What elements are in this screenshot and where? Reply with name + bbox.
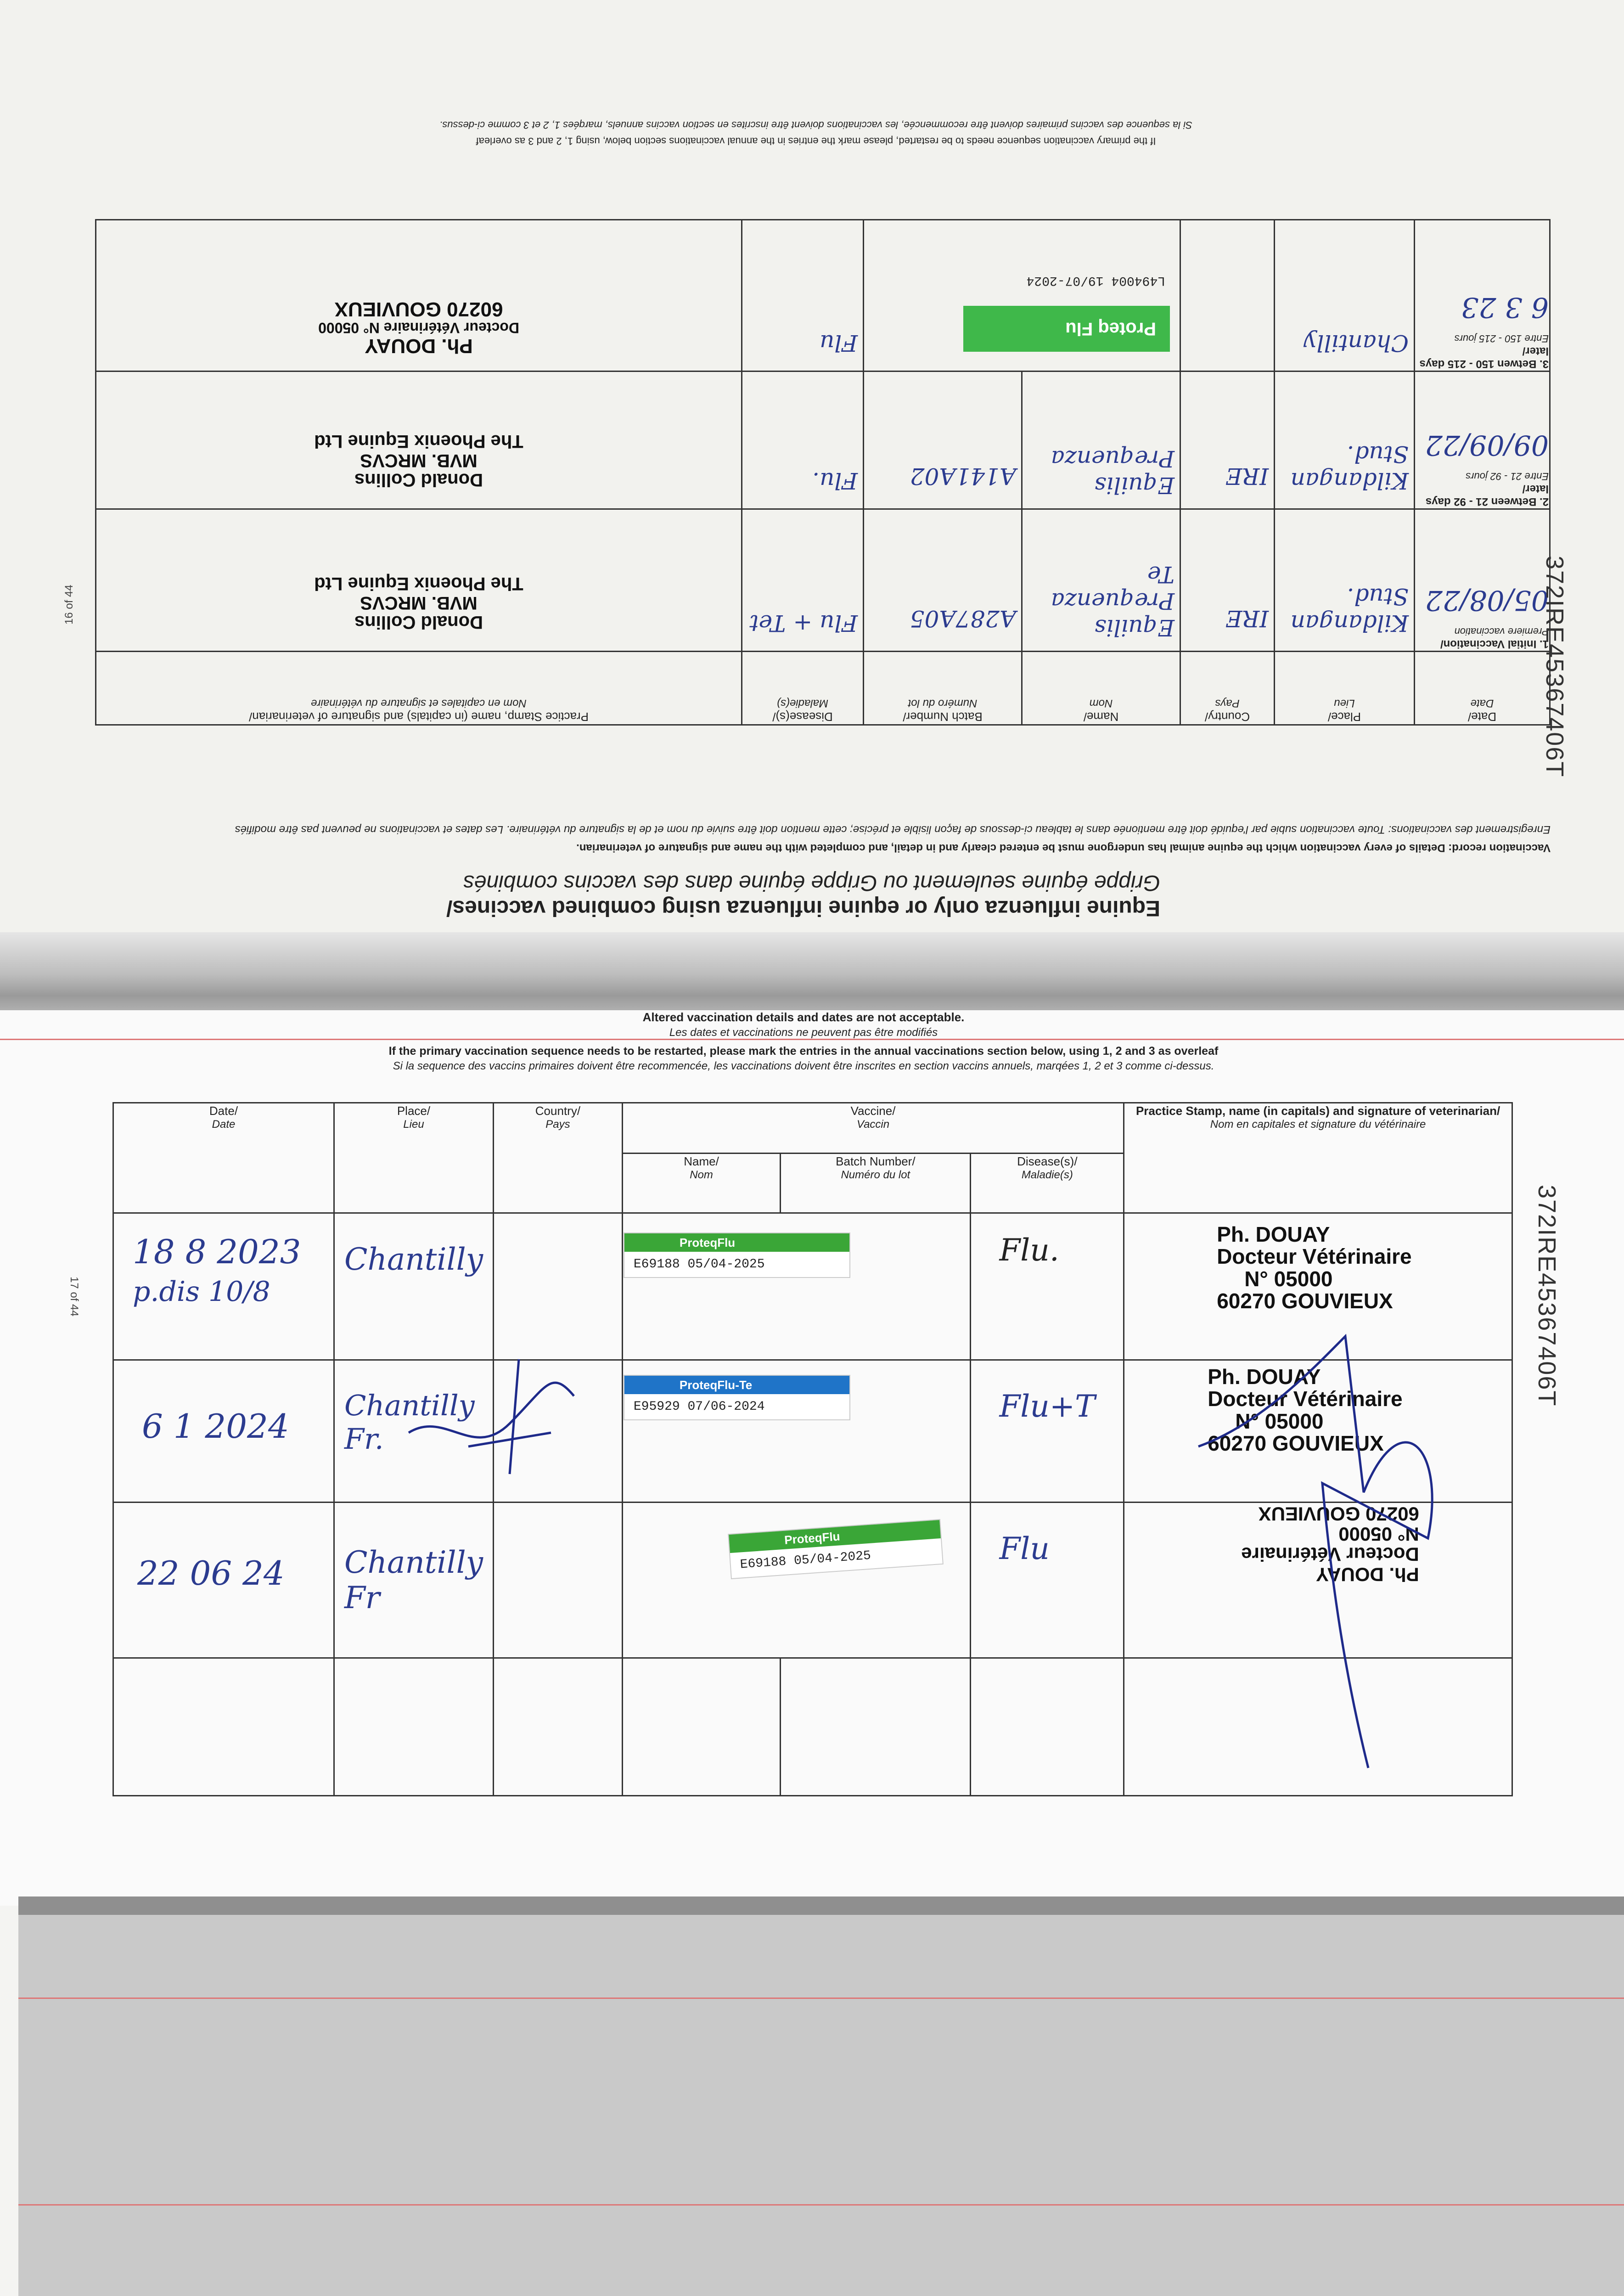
page-16-rotated [0,0,1624,946]
row-3-vaccine-label [728,1519,944,1579]
row-3-label-brand: ProteqFlu [729,1520,941,1553]
signature-row-1 [399,1341,583,1479]
top-restart-note: If the primary vaccination sequence needs to be restarted, please mark the entries in the annual vaccinations section below, using 1, 2 and 3 as overleaf [476,135,1156,147]
col-vaccine: Vaccine/ Vaccin [622,1103,1124,1154]
row-2-batch: E95929 07/06-2024 [633,1400,765,1414]
row-1-label-brand: ProteqFlu [624,1233,849,1252]
top-row-3-date: 6 3 23 [1461,291,1549,323]
top-row-3-label: 3. Betwen 150 - 215 days later/ [1419,345,1549,370]
row-3-batch: E69188 05/04-2025 [739,1548,871,1572]
top-page-number: 16 of 44 [63,585,75,625]
top-row-1-stamp: Donald Collins MVB. MRCVS The Phoenix Equine Ltd [314,574,523,632]
top-row-1-disease: Flu + Tet [749,610,858,636]
row-1-batch: E69188 05/04-2025 [633,1257,765,1272]
top-col-date: Date/ Date [1415,652,1550,725]
top-row-1-vaccine-name: Equilis Prequenza Te [1051,561,1174,641]
top-row-2 [96,371,1550,509]
top-record-note-fr: Enregistrement des vaccinations: Toute vaccination subie par l'equidé doit être mentionée dans le tableau ci-dessous de façon lisible et précise; cette mention doit être suivie du nom et de la signature du vétérinaire. Les dates et vaccinations ne peuvent pas être modifiés [235,823,1551,836]
col-place: Place/ Lieu [334,1103,493,1213]
top-row-2-disease: Flu. [812,467,858,494]
red-line-bottom [18,2204,1624,2206]
altered-note: Altered vaccination details and dates are not acceptable. [642,1010,965,1024]
signature-vet [1171,1309,1492,1791]
row-1-disease: Flu. [999,1232,1059,1268]
top-col-place: Place/ Lieu [1275,652,1415,725]
top-row-1-label-fr: Premiere vaccination [1454,626,1549,637]
row-2-disease: Flu+T [999,1389,1096,1424]
row-1-stamp: Ph. DOUAY Docteur Vétérinaire N° 05000 60270 GOUVIEUX [1217,1222,1412,1313]
restart-note-fr: Si la sequence des vaccins primaires doivent être recommencée, les vaccinations doivent être inscrites en section vaccins annuels, marqées 1, 2 et 3 comme ci-dessus. [393,1060,1214,1072]
row-2-place: Chantilly Fr. [344,1389,475,1456]
col-date: Date/ Date [113,1103,334,1213]
top-row-3 [96,220,1550,371]
top-row-2-label: 2. Between 21 - 92 days later/ [1425,483,1549,508]
red-line-lower [18,1998,1624,1999]
top-heading: Equine influenza only or equine influenza using combined vaccines/ [446,896,1160,920]
top-row-1-country: IRE [1225,605,1269,632]
top-row-3-disease: Flu [820,330,858,356]
doc-id: 372IRE45367406T [1533,1185,1561,1407]
row-1-place: Chantilly [344,1242,483,1277]
row-1-vaccine-label [624,1232,850,1278]
col-disease: Disease(s)/ Maladie(s) [971,1154,1124,1213]
top-restart-note-fr: Si la sequence des vaccins primaires doivent être recommencée, les vaccinations doivent être inscrites en section vaccins annuels, marqées 1, 2 et 3 comme ci-dessus. [439,119,1192,131]
restart-note: If the primary vaccination sequence needs to be restarted, please mark the entries in the annual vaccinations section below, using 1, 2 and 3 as overleaf [388,1045,1219,1058]
row-3-place: Chantilly Fr [344,1545,483,1615]
row-2-label-brand: ProteqFlu-Te [624,1376,849,1394]
top-row-3-label-fr: Entre 150 - 215 jours [1454,333,1549,344]
top-col-country: Country/ Pays [1180,652,1275,725]
row-2-stamp: Ph. DOUAY Docteur Vétérinaire N° 05000 60270 GOUVIEUX [1208,1365,1403,1455]
row-2-date: 6 1 2024 [142,1407,289,1446]
row-1-date-note: p.dis 10/8 [133,1276,270,1308]
row-3-date: 22 06 24 [137,1554,285,1593]
altered-note-fr: Les dates et vaccinations ne peuvent pas être modifiés [669,1026,938,1039]
top-col-disease: Disease(s)/ Maladie(s) [742,652,864,725]
top-row-2-stamp: Donald Collins MVB. MRCVS The Phoenix Equine Ltd [314,431,523,490]
col-practice: Practice Stamp, name (in capitals) and signature of veterinarian/ Nom en capitales et signature du vétérinaire [1124,1103,1512,1213]
top-row-1-batch: A287A05 [910,605,1016,632]
col-batch: Batch Number/ Numéro du lot [781,1154,971,1213]
row-3-disease: Flu [999,1531,1050,1566]
top-row-2-label-fr: Entre 21 - 92 jours [1466,471,1549,482]
top-row-3-vaccine-sticker: Proteq Flu [963,306,1170,352]
top-col-name: Name/ Nom [1022,652,1180,725]
top-row-2-place: Kildangan Stud. [1290,441,1409,494]
col-country: Country/ Pays [493,1103,622,1213]
top-row-3-stamp: Ph. DOUAY Docteur Vétérinaire N° 05000 60270 GOUVIEUX [318,298,519,357]
top-row-3-country [1181,333,1273,370]
top-row-2-vaccine-name: Equilis Prequenza [1051,445,1174,499]
top-row-2-batch: A141A02 [910,463,1016,490]
top-doc-id: 372IRE45367406T [1541,556,1568,778]
top-row-1-date: 05/08/22 [1425,584,1549,616]
top-row-1-place: Kildangan Stud. [1290,583,1409,636]
page-number: 17 of 44 [68,1277,80,1317]
top-vaccination-table [95,219,1551,726]
top-row-1-label: 1. Initial Vaccination/ [1440,638,1549,650]
page-16 [0,0,1624,946]
row-1-date: 18 8 2023 [133,1232,301,1271]
red-line [0,1039,1624,1040]
scan-backing [18,1896,1624,2296]
top-row-3-place: Chantilly [1304,330,1409,356]
top-col-practice: Practice Stamp, name (in capitals) and signature of veterinarian/ Nom en capitales et signature du vétérinaire [96,652,742,725]
col-vaccine-name: Name/ Nom [622,1154,780,1213]
top-heading-fr: Grippe équine seulement ou Grippe équine dans des vaccins combinés [463,871,1160,895]
top-row-2-country: IRE [1225,463,1269,490]
top-row-2-date: 09/09/22 [1425,429,1549,461]
top-record-note: Vaccination record: Details of every vaccination which the equine animal has undergone must be entered clearly and in detail, and completed with the name and signature of veterinarian. [576,842,1551,854]
page-17 [0,1010,1624,1906]
top-row-3-batch: L494004 19/07-2024 [1026,273,1165,287]
top-row-1 [96,509,1550,652]
top-col-batch: Batch Number/ Numéro du lot [864,652,1022,725]
row-3-stamp: Ph. DOUAY Docteur Vétérinaire N° 05000 60270 GOUVIEUX [1241,1503,1419,1586]
row-2-vaccine-label [624,1375,850,1420]
